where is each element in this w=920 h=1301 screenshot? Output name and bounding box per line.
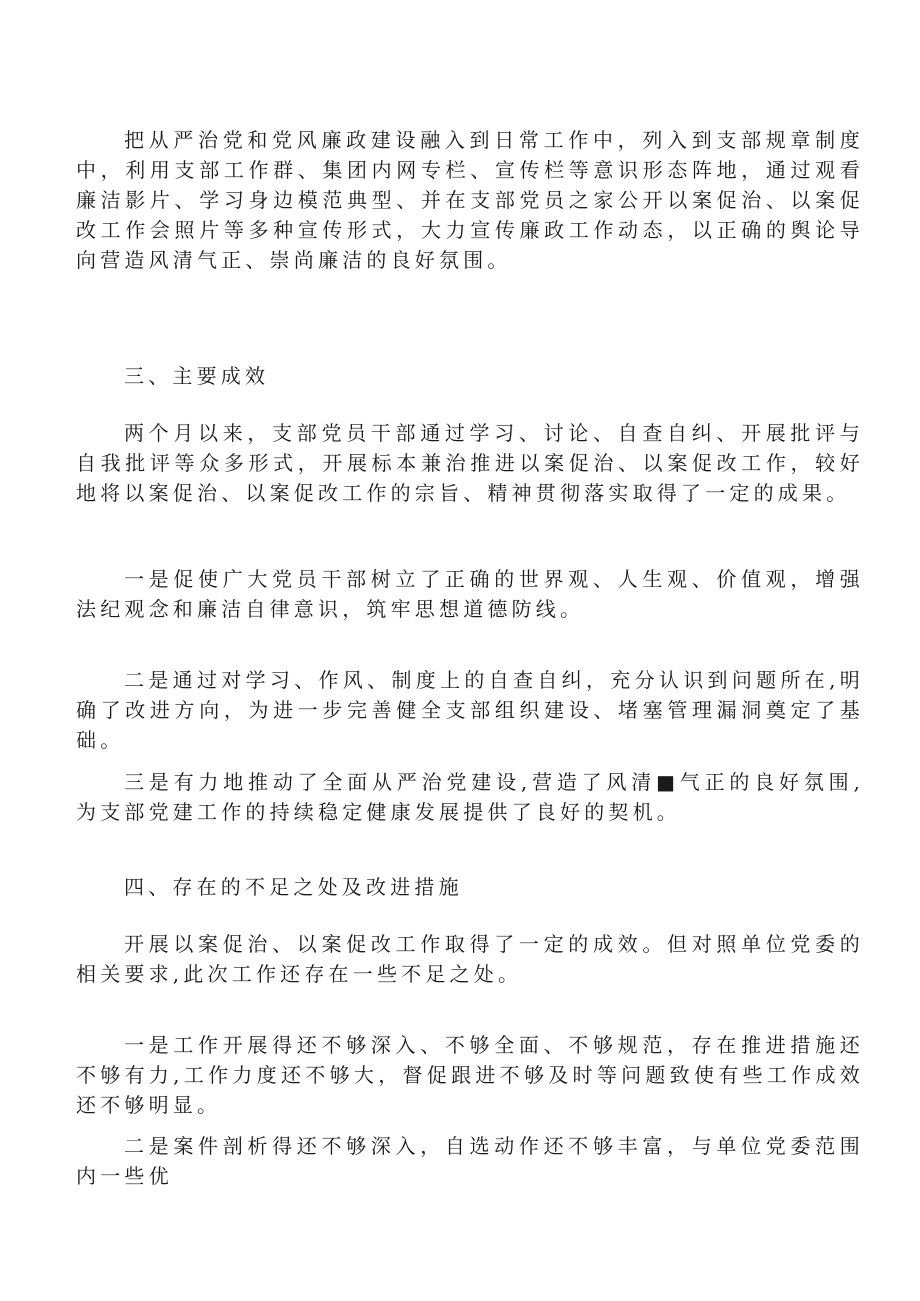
paragraph-shortcoming-two: 二是案件剖析得还不够深入，自选动作还不够丰富，与单位党委范围内一些优 (76, 1134, 864, 1188)
paragraph-result-one: 一是促使广大党员干部树立了正确的世界观、人生观、价值观，增强法纪观念和廉洁自律意识，筑牢思想道德防线。 (76, 567, 864, 621)
paragraph-publicity: 把从严治党和党风廉政建设融入到日常工作中，列入到支部规章制度中，利用支部工作群、集团内网专栏、宣传栏等意识形态阵地，通过观看廉洁影片、学习身边模范典型、并在支部党员之家公开以案促治、以案促改工作会照片等多种宣传形式，大力宣传廉政工作动态，以正确的舆论导向营造风清气正、崇尚廉洁的良好氛围。 (76, 128, 864, 272)
paragraph-shortcomings-intro: 开展以案促治、以案促改工作取得了一定的成效。但对照单位党委的相关要求,此次工作还存在一些不足之处。 (76, 932, 864, 986)
section-heading-shortcomings: 四、存在的不足之处及改进措施 (124, 875, 463, 899)
paragraph-result-two: 二是通过对学习、作风、制度上的自查自纠，充分认识到问题所在,明确了改进方向，为进一步完善健全支部组织建设、堵塞管理漏洞奠定了基础。 (76, 668, 864, 752)
section-heading-main-results: 三、主要成效 (124, 364, 270, 388)
paragraph-results-summary: 两个月以来，支部党员干部通过学习、讨论、自查自纠、开展批评与自我批评等众多形式，开展标本兼治推进以案促治、以案促改工作，较好地将以案促治、以案促改工作的宗旨、精神贯彻落实取得了一定的成果。 (76, 421, 864, 505)
paragraph-result-three: 三是有力地推动了全面从严治党建设,营造了风清■气正的良好氛围,为支部党建工作的持续稳定健康发展提供了良好的契机。 (76, 770, 864, 824)
paragraph-shortcoming-one: 一是工作开展得还不够深入、不够全面、不够规范，存在推进措施还不够有力,工作力度还不够大，督促跟进不够及时等问题致使有些工作成效还不够明显。 (76, 1033, 864, 1117)
